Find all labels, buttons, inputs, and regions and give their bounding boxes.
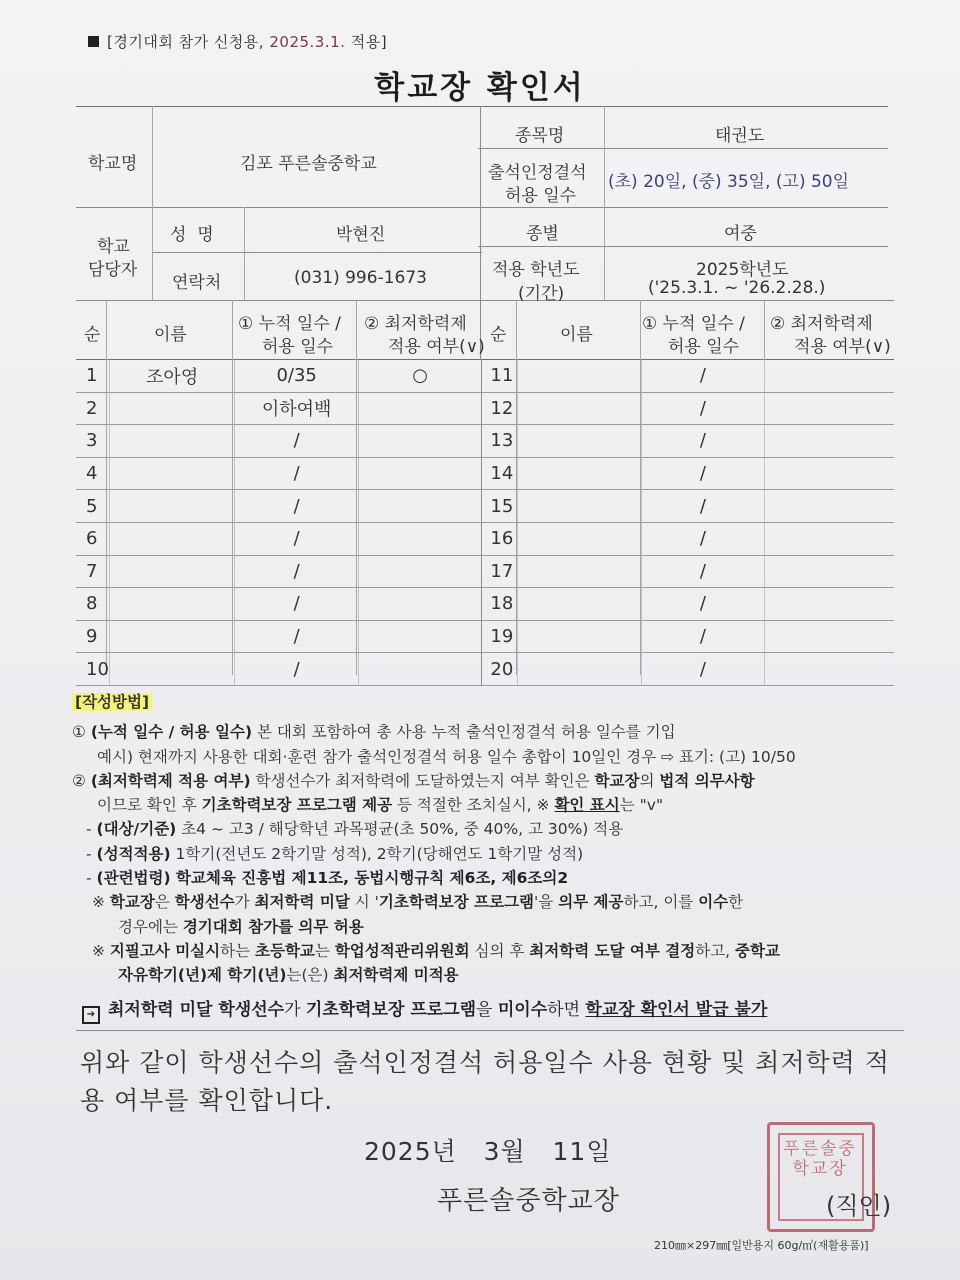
roster-cell-days: / xyxy=(641,588,764,621)
year-label: (기간) xyxy=(518,284,565,304)
square-bullet-icon xyxy=(88,36,99,47)
roster-cell-days: / xyxy=(235,425,359,458)
category-value: 여중 xyxy=(724,224,757,244)
col-header-name: 이름 xyxy=(560,325,593,345)
table-row xyxy=(76,620,894,653)
roster-cell-name xyxy=(518,653,641,686)
roster-cell-days: / xyxy=(235,653,359,686)
roster-cell-academic xyxy=(765,588,894,621)
roster-cell-days: 0/35 xyxy=(235,360,359,392)
roster-cell-name xyxy=(109,555,234,588)
year-value: 2025학년도 xyxy=(696,260,789,280)
col-header-academic: ② 최저학력제 xyxy=(364,314,467,334)
roster-cell-days: / xyxy=(641,392,764,425)
divider xyxy=(244,207,245,300)
col-header-academic: ② 최저학력제 xyxy=(770,314,873,334)
divider xyxy=(76,1030,904,1031)
category-label: 종별 xyxy=(526,224,559,244)
col-header-no: 순 xyxy=(490,325,507,345)
table-row xyxy=(76,522,894,555)
roster-cell-academic xyxy=(765,392,894,425)
roster-cell-academic xyxy=(358,653,481,686)
roster-cell-name xyxy=(109,653,234,686)
roster-cell-name xyxy=(109,490,234,523)
divider xyxy=(480,106,481,360)
roster-cell-no: 4 xyxy=(76,457,109,490)
roster-cell-no: 13 xyxy=(482,425,518,458)
roster-cell-name xyxy=(109,425,234,458)
table-row xyxy=(76,588,894,621)
roster-cell-name xyxy=(518,588,641,621)
roster-cell-academic xyxy=(765,457,894,490)
table-row xyxy=(76,490,894,523)
col-header-days: ① 누적 일수 / xyxy=(642,314,745,334)
roster-cell-name xyxy=(518,555,641,588)
roster-cell-no: 16 xyxy=(482,522,518,555)
student-roster-table xyxy=(76,360,894,686)
table-row xyxy=(76,360,894,392)
table-row xyxy=(76,555,894,588)
roster-cell-no: 15 xyxy=(482,490,518,523)
divider xyxy=(478,148,888,149)
col-header-days: 허용 일수 xyxy=(262,337,334,357)
roster-cell-no: 1 xyxy=(76,360,109,392)
issuance-notice: ➔ 최저학력 미달 학생선수가 기초학력보장 프로그램을 미이수하면 학교장 확인서 발급 불가 xyxy=(82,995,767,1024)
roster-cell-name xyxy=(109,588,234,621)
roster-cell-name xyxy=(109,522,234,555)
roster-cell-name xyxy=(518,490,641,523)
roster-cell-days: 이하여백 xyxy=(235,392,359,425)
divider xyxy=(478,246,888,247)
roster-cell-academic xyxy=(765,490,894,523)
roster-cell-name xyxy=(518,457,641,490)
roster-cell-no: 17 xyxy=(482,555,518,588)
year-period-value: ('25.3.1. ~ '26.2.28.) xyxy=(648,278,826,298)
divider xyxy=(76,300,894,301)
absence-allowance-value: (초) 20일, (중) 35일, (고) 50일 xyxy=(608,172,850,192)
roster-cell-no: 14 xyxy=(482,457,518,490)
table-row xyxy=(76,457,894,490)
col-header-academic: 적용 여부(∨) xyxy=(388,337,485,357)
roster-cell-academic xyxy=(765,555,894,588)
divider xyxy=(152,252,482,253)
year-label: 적용 학년도 xyxy=(492,260,580,280)
roster-cell-name xyxy=(109,392,234,425)
roster-cell-academic xyxy=(358,425,481,458)
roster-cell-name xyxy=(518,522,641,555)
roster-cell-days: / xyxy=(235,620,359,653)
sport-value: 태권도 xyxy=(715,126,765,146)
roster-cell-no: 9 xyxy=(76,620,109,653)
contact-group-label: 학교 xyxy=(97,237,130,257)
roster-cell-academic xyxy=(765,653,894,686)
col-header-no: 순 xyxy=(84,325,101,345)
roster-cell-academic xyxy=(765,522,894,555)
principal-title: 푸른솔중학교장 xyxy=(437,1186,620,1216)
roster-cell-no: 2 xyxy=(76,392,109,425)
paper-spec-footer: 210㎜×297㎜[일반용지 60g/㎡(재활용품)] xyxy=(654,1239,869,1252)
phone-value: (031) 996-1673 xyxy=(294,268,427,288)
roster-cell-no: 18 xyxy=(482,588,518,621)
roster-cell-academic xyxy=(358,522,481,555)
roster-cell-no: 19 xyxy=(482,620,518,653)
arrow-box-icon: ➔ xyxy=(82,1006,100,1024)
roster-cell-no: 3 xyxy=(76,425,109,458)
header-note: [경기대회 참가 신청용, 2025.3.1. 적용] xyxy=(88,31,387,52)
writing-instructions: [작성방법] ① (누적 일수 / 허용 일수) 본 대회 포함하여 총 사용 누적 출석인정결석 허용 일수를 기입 예시) 현재까지 사용한 대회·훈련 참가 출석인정결석 허용 일수 총합이 10일인 경우 ⇨ 표기: (고) 10/50 ② (최저학력제 적용 여부) 학생선수가 최저학력에 도달하였는지 여부 확인은 학교장의 법적 의무사항 이므로 확인 후 기초학력보장 프로그램 제공 등 적절한 조치실시, ※ 확인 표시는 "v" - (대상/기준) 초4 ~ 고3 / 해당학년 과목평균(초 50%, 중 40%, 고 30%) 적용 - (성적적용) 1학기(전년도 2학기말 성적), 2학기(당해연도 1학기말 성적) - (관련법령) 학교체육 진흥법 제11조, 동법시행규칙 제6조, 제6조의2 ※ 학교장은 학생선수가 최저학력 미달 시 '기초학력보장 프로그램'을 의무 제공하고, 이를 이수한 경우에는 경기대회 참가를 의무 허용 ※ 지필고사 미실시하는 초등학교는 학업성적관리위원회 심의 후 최저학력 도달 여부 결정하고, 중학교 자유학기(년)제 학기(년)는(은) 최저학력제 미적용 xyxy=(72,693,796,985)
roster-cell-days: / xyxy=(641,653,764,686)
table-row xyxy=(76,392,894,425)
stamp-label: (직인) xyxy=(826,1192,892,1220)
divider xyxy=(604,106,605,300)
confirmation-statement: 위와 같이 학생선수의 출석인정결석 허용일수 사용 현황 및 최저학력 적용 여부를 확인합니다. xyxy=(80,1048,890,1115)
col-header-days: ① 누적 일수 / xyxy=(238,314,341,334)
roster-cell-academic xyxy=(358,620,481,653)
seal-lettering: 푸른솔중학교장 xyxy=(783,1139,857,1179)
roster-cell-no: 20 xyxy=(482,653,518,686)
roster-cell-academic xyxy=(358,588,481,621)
instructions-heading: [작성방법] xyxy=(72,693,152,711)
roster-cell-days: / xyxy=(235,490,359,523)
issue-date: 2025년 3월 11일 xyxy=(364,1137,612,1166)
roster-cell-name xyxy=(109,620,234,653)
roster-cell-no: 11 xyxy=(482,360,518,392)
table-row xyxy=(76,425,894,458)
name-value: 박현진 xyxy=(336,225,386,245)
table-row xyxy=(76,653,894,686)
absence-label: 출석인정결석 xyxy=(488,163,587,183)
roster-cell-days: / xyxy=(235,588,359,621)
roster-cell-no: 6 xyxy=(76,522,109,555)
divider xyxy=(76,106,888,107)
roster-cell-name xyxy=(518,620,641,653)
roster-cell-name: 조아영 xyxy=(109,360,234,392)
roster-cell-days: / xyxy=(235,457,359,490)
roster-cell-name xyxy=(109,457,234,490)
roster-cell-name xyxy=(518,425,641,458)
roster-cell-academic xyxy=(765,360,894,392)
phone-label: 연락처 xyxy=(172,273,222,293)
roster-cell-days: / xyxy=(235,522,359,555)
roster-cell-academic xyxy=(358,457,481,490)
roster-cell-no: 10 xyxy=(76,653,109,686)
divider xyxy=(152,106,153,300)
roster-cell-academic xyxy=(358,392,481,425)
page-title: 학교장 확인서 xyxy=(374,70,586,106)
roster-cell-no: 7 xyxy=(76,555,109,588)
school-name-label: 학교명 xyxy=(88,154,138,174)
roster-cell-academic xyxy=(358,555,481,588)
roster-cell-academic xyxy=(358,490,481,523)
col-header-academic: 적용 여부(∨) xyxy=(794,337,891,357)
roster-cell-no: 12 xyxy=(482,392,518,425)
col-header-days: 허용 일수 xyxy=(668,337,740,357)
roster-cell-academic: ○ xyxy=(358,360,481,392)
contact-group-label: 담당자 xyxy=(88,260,138,280)
absence-label: 허용 일수 xyxy=(505,186,577,206)
divider xyxy=(76,207,888,208)
roster-cell-academic xyxy=(765,620,894,653)
roster-cell-no: 8 xyxy=(76,588,109,621)
roster-cell-days: / xyxy=(641,490,764,523)
roster-cell-days: / xyxy=(641,522,764,555)
school-name-value: 김포 푸른솔중학교 xyxy=(240,154,377,174)
roster-cell-days: / xyxy=(235,555,359,588)
sport-label: 종목명 xyxy=(515,126,565,146)
col-header-name: 이름 xyxy=(154,325,187,345)
roster-cell-days: / xyxy=(641,360,764,392)
roster-cell-days: / xyxy=(641,457,764,490)
roster-cell-days: / xyxy=(641,555,764,588)
roster-cell-days: / xyxy=(641,620,764,653)
roster-cell-no: 5 xyxy=(76,490,109,523)
name-label: 성 명 xyxy=(170,225,214,245)
roster-cell-academic xyxy=(765,425,894,458)
roster-cell-name xyxy=(518,360,641,392)
roster-cell-name xyxy=(518,392,641,425)
roster-cell-days: / xyxy=(641,425,764,458)
